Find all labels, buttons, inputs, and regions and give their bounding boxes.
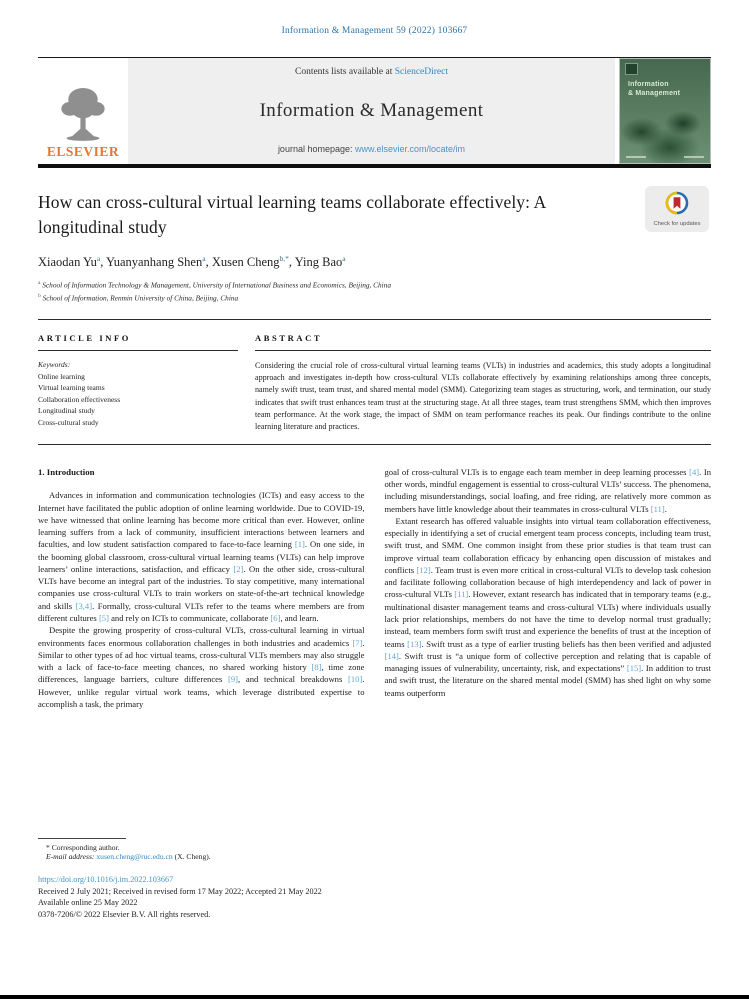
abstract-column [255,333,711,434]
footnote-block [38,838,711,861]
journal-header [38,57,711,164]
sciencedirect-link[interactable]: ScienceDirect [394,67,448,77]
info-abstract-section [38,320,711,434]
homepage-prefix: journal homepage: [277,144,355,154]
cover-logo-icon [625,63,638,75]
body-paragraph: goal of cross-cultural VLTs is to engage each team member in deep learning processes [4]. In other words, mindful engagement is essential to cross-cultural VLTs’ success. The phenomena, including misunderstandings, social loafing, and free riding, are relatively more common as members have little knowledge about their teammates in cross-cultural VLTs [11]. [384,466,711,514]
email-label: E-mail address: [46,851,97,861]
page-bottom-edge [0,995,749,999]
body-columns [38,466,711,832]
paper-title: How can cross-cultural virtual learning teams collaborate effectively: A longitudinal study [38,192,546,237]
keywords-block [38,351,238,429]
journal-cover-thumbnail[interactable] [619,58,711,164]
body-paragraph: Extant research has offered valuable insights into virtual team collaboration effectiveness, especially in identifying a set of crucial emergent team process concepts, including team trust, swift trust, and SMM. One common insight from these prior studies is that team trust can improve virtual team collaboration efficacy by enhancing open discussion of mistakes and conflicts [12]. Team trust is even more critical in cross-cultural VLTs to develop task cohesion and facilitate following collaboration because of high interdependency and lack of power in cross-cultural VLTs [11]. However, extant research has indicated that in temporary teams (e.g., multinational disaster management teams and cross-cultural VLTs) where individuals usually lack prior relationships, members do not have the time to develop normal trust gradually; instead, team members form swift trust and experience the benefits of trust at the inception of teams [13]. Swift trust as a type of earlier trusting beliefs has then been verified and adjusted [14]. Swift trust is “a unique form of collective perception and relating that is capable of managing issues of vulnerability, uncertainty, risk, and expectations” [15]. In addition to trust and swift trust, the literature on the shared mental model (SMM) has shed light on why some teams outperform [384,515,712,698]
cover-footer-marks [626,156,704,158]
header-divider [38,164,711,168]
affiliations [38,279,711,304]
corresponding-author-note: * Corresponding author. [46,842,120,852]
email-note [38,852,711,861]
doi-link[interactable]: https://doi.org/10.1016/j.im.2022.103667 [38,874,174,884]
keyword: Virtual learning teams [38,383,105,393]
author: Yuanyanhang Shen$^a$, [106,254,212,270]
keyword: Cross-cultural study [38,418,99,427]
body-paragraph: Despite the growing prosperity of cross-cultural VLTs, cross-cultural learning in virtual environments faces enormous collaboration challenges in both industries and academics [7]. Similar to other types of ad hoc virtual teams, cross-cultural VLTs members may also struggle with a lack of face-to-face meeting chances, no shared working history [8], time zone differences, language barriers, culture differences [9], and technical breakdowns [10]. However, unlike regular virtual work teams, which leverage distributed expertise to accomplish a task, the primary [38,625,365,710]
author-line [38,254,711,270]
elsevier-logo [38,58,128,164]
author: Xiaodan Yu$^a$, [38,254,107,270]
body-left-column [38,466,365,832]
homepage-line [278,144,465,154]
affiliation: $^a$ School of Information Technology & Management, University of International Business and Economics, Beijing, China [38,280,392,290]
check-for-updates-label: Check for updates [653,220,701,227]
elsevier-tree-icon [57,85,109,143]
contents-prefix: Contents lists available at [294,67,395,77]
abstract-divider [38,444,711,445]
contents-line [295,67,448,77]
body-paragraph: Advances in information and communication technologies (ICTs) and easy access to the Internet have facilitated the public adoption of online learning worldwide. Due to COVID-19, we have witnessed that online learning has become more critical than ever. However, online learning suffers from a lack of community, insufficient interactions between learners and faculties, and low student satisfaction compared to face-to-face learning [1]. On one side, in the booming global classroom, cross-cultural virtual learning teams (VLTs) can help improve learners’ online interactions, satisfaction, and efficacy [2]. On the other side, cross-cultural VLTs have become an integral part of the industries. To stay competitive, many international companies use cross-cultural VLTs to train workers on state-of-the-art technical knowledge and skills [3,4]. Formally, cross-cultural VLTs refer to the teams where members are from different cultures [5] and rely on ICTs to communicate, collaborate [6], and learn. [38,490,365,624]
abstract-heading: ABSTRACT [255,333,711,351]
keyword: Collaboration effectiveness [38,394,121,404]
author: Xusen Cheng$^{b,*}$, [211,254,295,270]
email-suffix: (X. Cheng). [172,851,211,861]
journal-band [128,58,615,164]
cover-title-line2: & Management [628,89,681,97]
article-info-column [38,333,238,434]
received-line: Received 2 July 2021; Received in revised form 17 May 2022; Accepted 21 May 2022 [38,886,322,896]
homepage-link[interactable]: www.elsevier.com/locate/im [355,144,466,154]
affiliation: $^b$ School of Information, Renmin University of China, Beijing, China [38,292,239,302]
section-heading-introduction: 1. Introduction [38,466,95,477]
journal-title: Information & Management [259,99,484,121]
copyright-line: 0378-7206/© 2022 Elsevier B.V. All rights reserved. [38,910,211,920]
check-for-updates-icon [665,191,689,220]
keywords-label: Keywords: [38,359,71,369]
author: Ying Bao$^a$ [294,254,346,270]
article-info-heading: ARTICLE INFO [38,333,238,351]
title-row [38,190,711,239]
body-right-column [385,466,712,832]
cover-title-line1: Information [628,81,669,88]
elsevier-wordmark: ELSEVIER [46,144,120,159]
keyword: Online learning [38,371,85,381]
cover-cell [619,58,711,164]
available-online-line: Available online 25 May 2022 [38,898,138,908]
journal-reference: Information & Management 59 (2022) 103667 [281,26,468,36]
footer-block [38,874,711,922]
email-link[interactable]: xusen.cheng@ruc.edu.cn [96,851,173,861]
cover-title [628,81,680,99]
footnote-divider [38,838,126,839]
check-for-updates-badge[interactable] [645,186,709,232]
abstract-text: Considering the crucial role of cross-cultural virtual learning teams (VLTs) in industries and academics, this study adopts a longitudinal approach and investigates in-depth how cross-cultural VLTs collaborate effectively by examining relationships among three concepts, namely swift trust, team trust, and shared mental model (SMM). Categorizing team stages as structuring, work, and termination, our study indicates that swift trust enhances team trust at the structuring stage. At all three stages, team trust strengthens SMM, which then improves team performance. At the work stage, the impact of SMM on team performance reaches its peak. Our findings contribute to the online learning literature and practices. [255,360,711,432]
keyword: Longitudinal study [38,406,95,416]
